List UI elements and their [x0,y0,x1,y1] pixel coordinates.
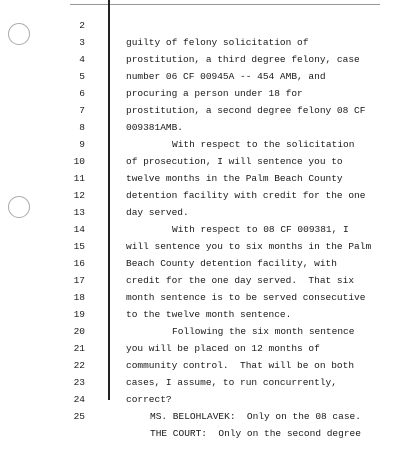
line-number: 21 [73,343,85,354]
line-text: THE COURT: Only on the second degree [150,428,361,439]
line-text: detention facility with credit for the one [126,190,366,201]
line-number: 2 [79,20,85,31]
line-number: 18 [73,292,85,303]
line-text: Beach County detention facility, with [126,258,337,269]
line-number: 16 [73,258,85,269]
line-number: 25 [73,411,85,422]
line-text: MS. BELOHLAVEK: Only on the 08 case. [150,411,361,422]
line-text: to the twelve month sentence. [126,309,292,320]
line-number: 8 [79,122,85,133]
line-text: procuring a person under 18 for [126,88,303,99]
line-text: With respect to the solicitation [172,139,355,150]
line-text: day served. [126,207,189,218]
line-number: 19 [73,309,85,320]
line-number: 17 [73,275,85,286]
line-number: 11 [73,173,85,184]
line-text: credit for the one day served. That six [126,275,355,286]
line-number: 13 [73,207,85,218]
line-text: number 06 CF 00945A -- 454 AMB, and [126,71,326,82]
line-text: guilty of felony solicitation of [126,37,309,48]
line-number: 5 [79,71,85,82]
line-text: Following the six month sentence [172,326,355,337]
line-text: prostitution, a second degree felony 08 CF [126,105,366,116]
line-number: 14 [73,224,85,235]
line-text: cases, I assume, to run concurrently, [126,377,337,388]
line-text: prostitution, a third degree felony, case [126,54,360,65]
line-text: correct? [126,394,172,405]
line-number: 15 [73,241,85,252]
line-text: of prosecution, I will sentence you to [126,156,343,167]
line-text: will sentence you to six months in the Palm [126,241,372,252]
line-text: you will be placed on 12 months of [126,343,320,354]
line-number: 20 [73,326,85,337]
line-number: 10 [73,156,85,167]
line-number: 3 [79,37,85,48]
line-number: 23 [73,377,85,388]
line-text: 009381AMB. [126,122,184,133]
line-text: community control. That will be on both [126,360,355,371]
line-text: With respect to 08 CF 009381, I [172,224,349,235]
line-text: twelve months in the Palm Beach County [126,173,343,184]
transcript-line [0,0,400,48]
line-number: 9 [79,139,85,150]
line-number: 4 [79,54,85,65]
line-number: 6 [79,88,85,99]
line-number: 22 [73,360,85,371]
line-text: month sentence is to be served consecutive [126,292,366,303]
line-number: 12 [73,190,85,201]
line-number: 24 [73,394,85,405]
line-number: 7 [79,105,85,116]
